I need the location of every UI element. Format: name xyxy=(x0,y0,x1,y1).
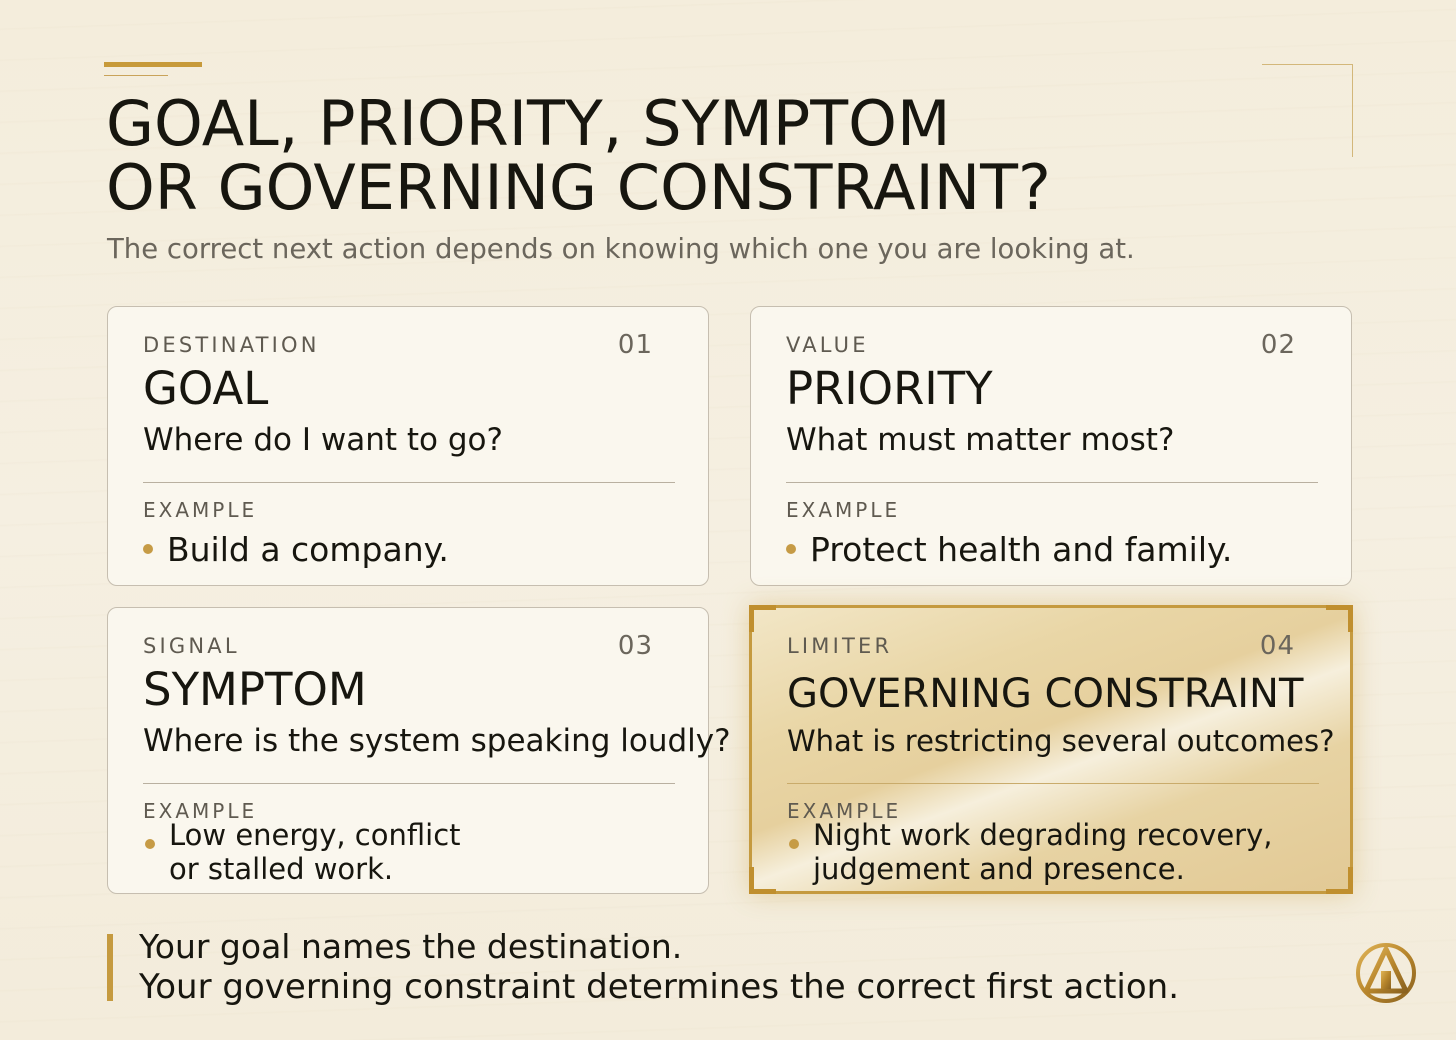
corner-bracket xyxy=(1326,605,1353,632)
card-example-text: Protect health and family. xyxy=(810,530,1233,569)
card-example xyxy=(787,818,1272,886)
page-subtitle: The correct next action depends on knowing which one you are looking at. xyxy=(107,233,1135,265)
card-heading: SYMPTOM xyxy=(143,663,367,716)
card-governing-constraint xyxy=(749,605,1353,894)
card-question: What is restricting several outcomes? xyxy=(787,724,1335,758)
card-number: 01 xyxy=(617,330,653,360)
card-question: Where do I want to go? xyxy=(143,422,503,458)
page-title xyxy=(106,87,1051,224)
card-example-label: EXAMPLE xyxy=(786,498,901,522)
card-heading: PRIORITY xyxy=(786,362,993,415)
card-divider xyxy=(787,783,1319,784)
card-example-text: Build a company. xyxy=(167,530,449,569)
corner-ornament xyxy=(1262,64,1353,157)
card-kicker: SIGNAL xyxy=(143,634,240,658)
triangle-emblem-icon xyxy=(1354,941,1418,1005)
card-example xyxy=(786,531,1232,569)
bullet-dot-icon xyxy=(786,544,796,554)
header-accent-bar xyxy=(104,62,202,67)
header-accent-line xyxy=(104,75,168,76)
card-example-label: EXAMPLE xyxy=(143,498,258,522)
card-number: 04 xyxy=(1259,631,1295,661)
card-example xyxy=(143,531,449,569)
card-kicker: VALUE xyxy=(786,333,869,357)
card-example-text: Low energy, conflict or stalled work. xyxy=(169,818,461,886)
corner-bracket xyxy=(1326,867,1353,894)
card-example-text: Night work degrading recovery, judgement and presence. xyxy=(813,818,1273,886)
card-kicker: DESTINATION xyxy=(143,333,320,357)
title-line-2: OR GOVERNING CONSTRAINT? xyxy=(106,151,1051,224)
card-question: What must matter most? xyxy=(786,422,1175,458)
card-example-label: EXAMPLE xyxy=(143,799,258,823)
card-divider xyxy=(786,482,1318,483)
corner-bracket xyxy=(749,605,776,632)
corner-bracket xyxy=(749,867,776,894)
card-heading: GOVERNING CONSTRAINT xyxy=(787,671,1304,717)
card-divider xyxy=(143,783,675,784)
card-priority xyxy=(750,306,1352,586)
bullet-dot-icon xyxy=(143,544,153,554)
footer-accent-bar xyxy=(107,934,113,1001)
bullet-dot-icon xyxy=(789,839,799,849)
card-question: Where is the system speaking loudly? xyxy=(143,723,731,759)
card-heading: GOAL xyxy=(143,362,269,415)
card-symptom xyxy=(107,607,731,894)
footer-line-2: Your governing constraint determines the correct first action. xyxy=(139,967,1180,1007)
card-number: 02 xyxy=(1260,330,1296,360)
card-goal xyxy=(107,306,709,586)
card-example xyxy=(143,818,461,886)
card-number: 03 xyxy=(617,631,653,661)
card-divider xyxy=(143,482,675,483)
bullet-dot-icon xyxy=(145,839,155,849)
title-line-1: GOAL, PRIORITY, SYMPTOM xyxy=(106,87,951,160)
card-kicker: LIMITER xyxy=(787,634,893,658)
card-example-label: EXAMPLE xyxy=(787,799,902,823)
footer-line-1: Your goal names the destination. xyxy=(139,927,683,966)
